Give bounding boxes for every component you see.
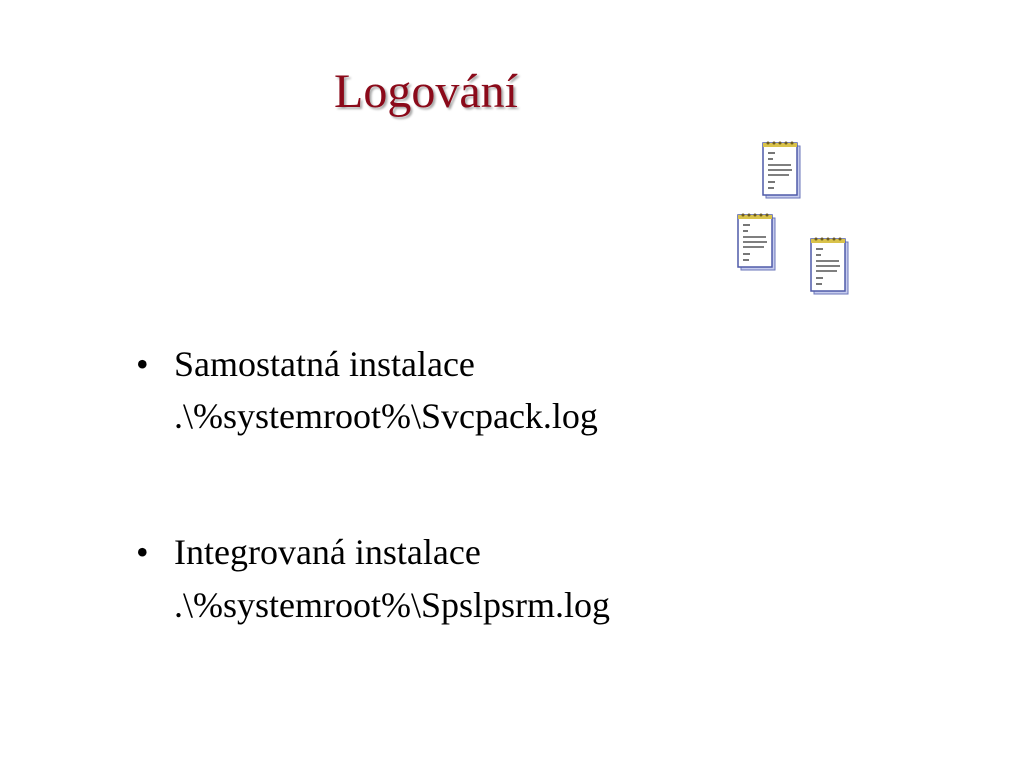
slide-title: Logování [334,65,518,118]
bullet-item [134,526,610,630]
bullet-mark: • [136,344,149,384]
log-file-icon [762,140,804,202]
log-path-text: .\%systemroot%\Spslpsrm.log [174,584,611,625]
bullet-item [134,338,610,442]
log-file-icon [810,236,852,298]
log-path-text: .\%systemroot%\Svcpack.log [174,396,598,437]
bullet-text: Samostatná instalace [174,344,475,384]
log-file-icon [737,212,779,274]
bullet-text: Integrovaná instalace [174,532,481,573]
bullet-mark: • [136,532,149,573]
bullet-list [134,338,610,631]
